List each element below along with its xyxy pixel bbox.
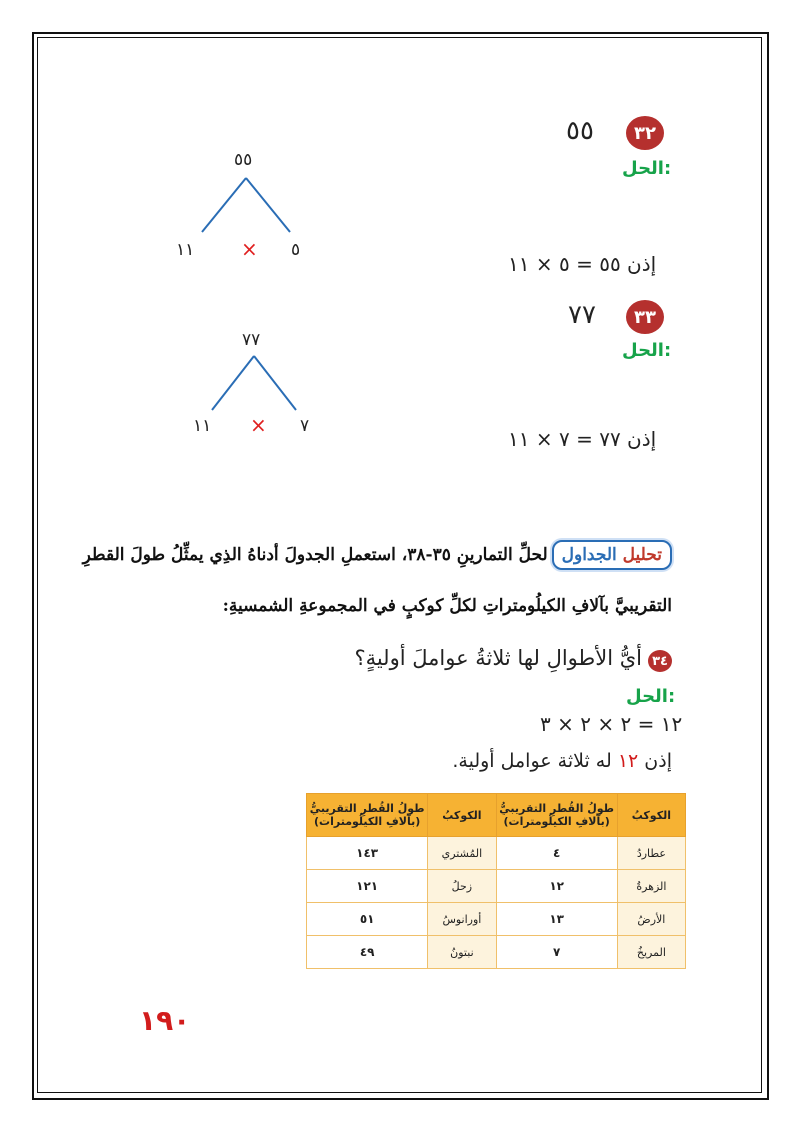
tree-33-top: ٧٧ xyxy=(242,330,261,350)
cell-planet: نبتونُ xyxy=(428,936,496,969)
cell-diameter: ١٢ xyxy=(496,870,617,903)
table-row xyxy=(307,870,686,903)
table-row xyxy=(307,903,686,936)
tree-33-left: ١١ xyxy=(193,416,212,436)
tree-branch-left xyxy=(202,178,246,232)
exercise-34-badge: ٣٤ xyxy=(648,650,672,672)
cell-diameter: ٥١ xyxy=(307,903,428,936)
cell-diameter: ١٤٣ xyxy=(307,837,428,870)
tree-32-top: ٥٥ xyxy=(234,150,253,170)
exercise-33-number: ٧٧ xyxy=(568,300,596,330)
exercise-32-equation: إذن ٥٥ = ٥ × ١١ xyxy=(508,252,657,276)
tree-branch-right xyxy=(254,356,296,410)
page-number: ١٩٠ xyxy=(139,1004,191,1037)
cell-planet: الزهرةُ xyxy=(617,870,685,903)
badge-word-1: تحليل xyxy=(622,545,662,565)
cell-diameter: ١٢١ xyxy=(307,870,428,903)
cell-planet: أورانوسُ xyxy=(428,903,496,936)
exercise-32-number: ٥٥ xyxy=(566,116,594,146)
table-row xyxy=(307,837,686,870)
exercise-32-factor-tree xyxy=(190,170,320,240)
conclusion-suffix: له ثلاثة عوامل أولية. xyxy=(452,750,612,772)
header-planet-2: الكوكبُ xyxy=(428,794,496,837)
table-analysis-badge xyxy=(552,540,672,570)
tree-32-right: ٥ xyxy=(291,240,301,260)
tree-32-cross: × xyxy=(241,237,258,261)
exercise-33-equation: إذن ٧٧ = ٧ × ١١ xyxy=(508,427,657,451)
exercise-34-question: أيُّ الأطوالِ لها ثلاثةُ عواملَ أوليةٍ؟ xyxy=(354,646,642,670)
cell-planet: المُشتري xyxy=(428,837,496,870)
cell-diameter: ٧ xyxy=(496,936,617,969)
intro-line-2: التقريبيَّ بآلافِ الكيلُومتراتِ لكلِّ كوكبٍ في المجموعةِ الشمسيةِ: xyxy=(222,596,672,616)
header-diameter-2: طولُ القُطرِ التقريبيُّ (بآلافِ الكيلُومترات) xyxy=(307,794,428,837)
badge-word-2: الجداول xyxy=(561,545,617,565)
cell-planet: الأرضُ xyxy=(617,903,685,936)
cell-diameter: ٤ xyxy=(496,837,617,870)
exercise-34-solution-label: الحل: xyxy=(626,686,676,707)
tree-32-left: ١١ xyxy=(176,240,195,260)
intro-text-1: لحلِّ التمارينِ ٣٥-٣٨، استعملِ الجدولَ أدناهُ الذِي يمثِّلُ طولَ القطرِ xyxy=(82,545,548,565)
cell-planet: المريخُ xyxy=(617,936,685,969)
exercise-32-solution-label: الحل: xyxy=(622,158,672,179)
tree-branch-right xyxy=(246,178,290,232)
table-header-row xyxy=(307,794,686,837)
tree-33-cross: × xyxy=(250,413,267,437)
header-diameter-1: طولُ القُطرِ التقريبيُّ (بآلافِ الكيلُومترات) xyxy=(496,794,617,837)
tree-branch-left xyxy=(212,356,254,410)
exercise-33-factor-tree xyxy=(200,350,310,420)
exercise-33-badge: ٣٣ xyxy=(626,300,664,334)
cell-diameter: ٤٩ xyxy=(307,936,428,969)
cell-diameter: ١٣ xyxy=(496,903,617,936)
exercise-33-solution-label: الحل: xyxy=(622,340,672,361)
planet-diameter-table xyxy=(306,793,686,969)
conclusion-prefix: إذن xyxy=(644,750,672,772)
cell-planet: عطاردُ xyxy=(617,837,685,870)
exercise-34-equation: ١٢ = ٢ × ٢ × ٣ xyxy=(540,712,683,736)
exercise-34-conclusion xyxy=(452,750,672,772)
table-row xyxy=(307,936,686,969)
cell-planet: زحلُ xyxy=(428,870,496,903)
header-planet-1: الكوكبُ xyxy=(617,794,685,837)
intro-line-1 xyxy=(83,540,672,570)
conclusion-number: ١٢ xyxy=(617,750,639,772)
tree-33-right: ٧ xyxy=(300,416,310,436)
exercise-32-badge: ٣٢ xyxy=(626,116,664,150)
